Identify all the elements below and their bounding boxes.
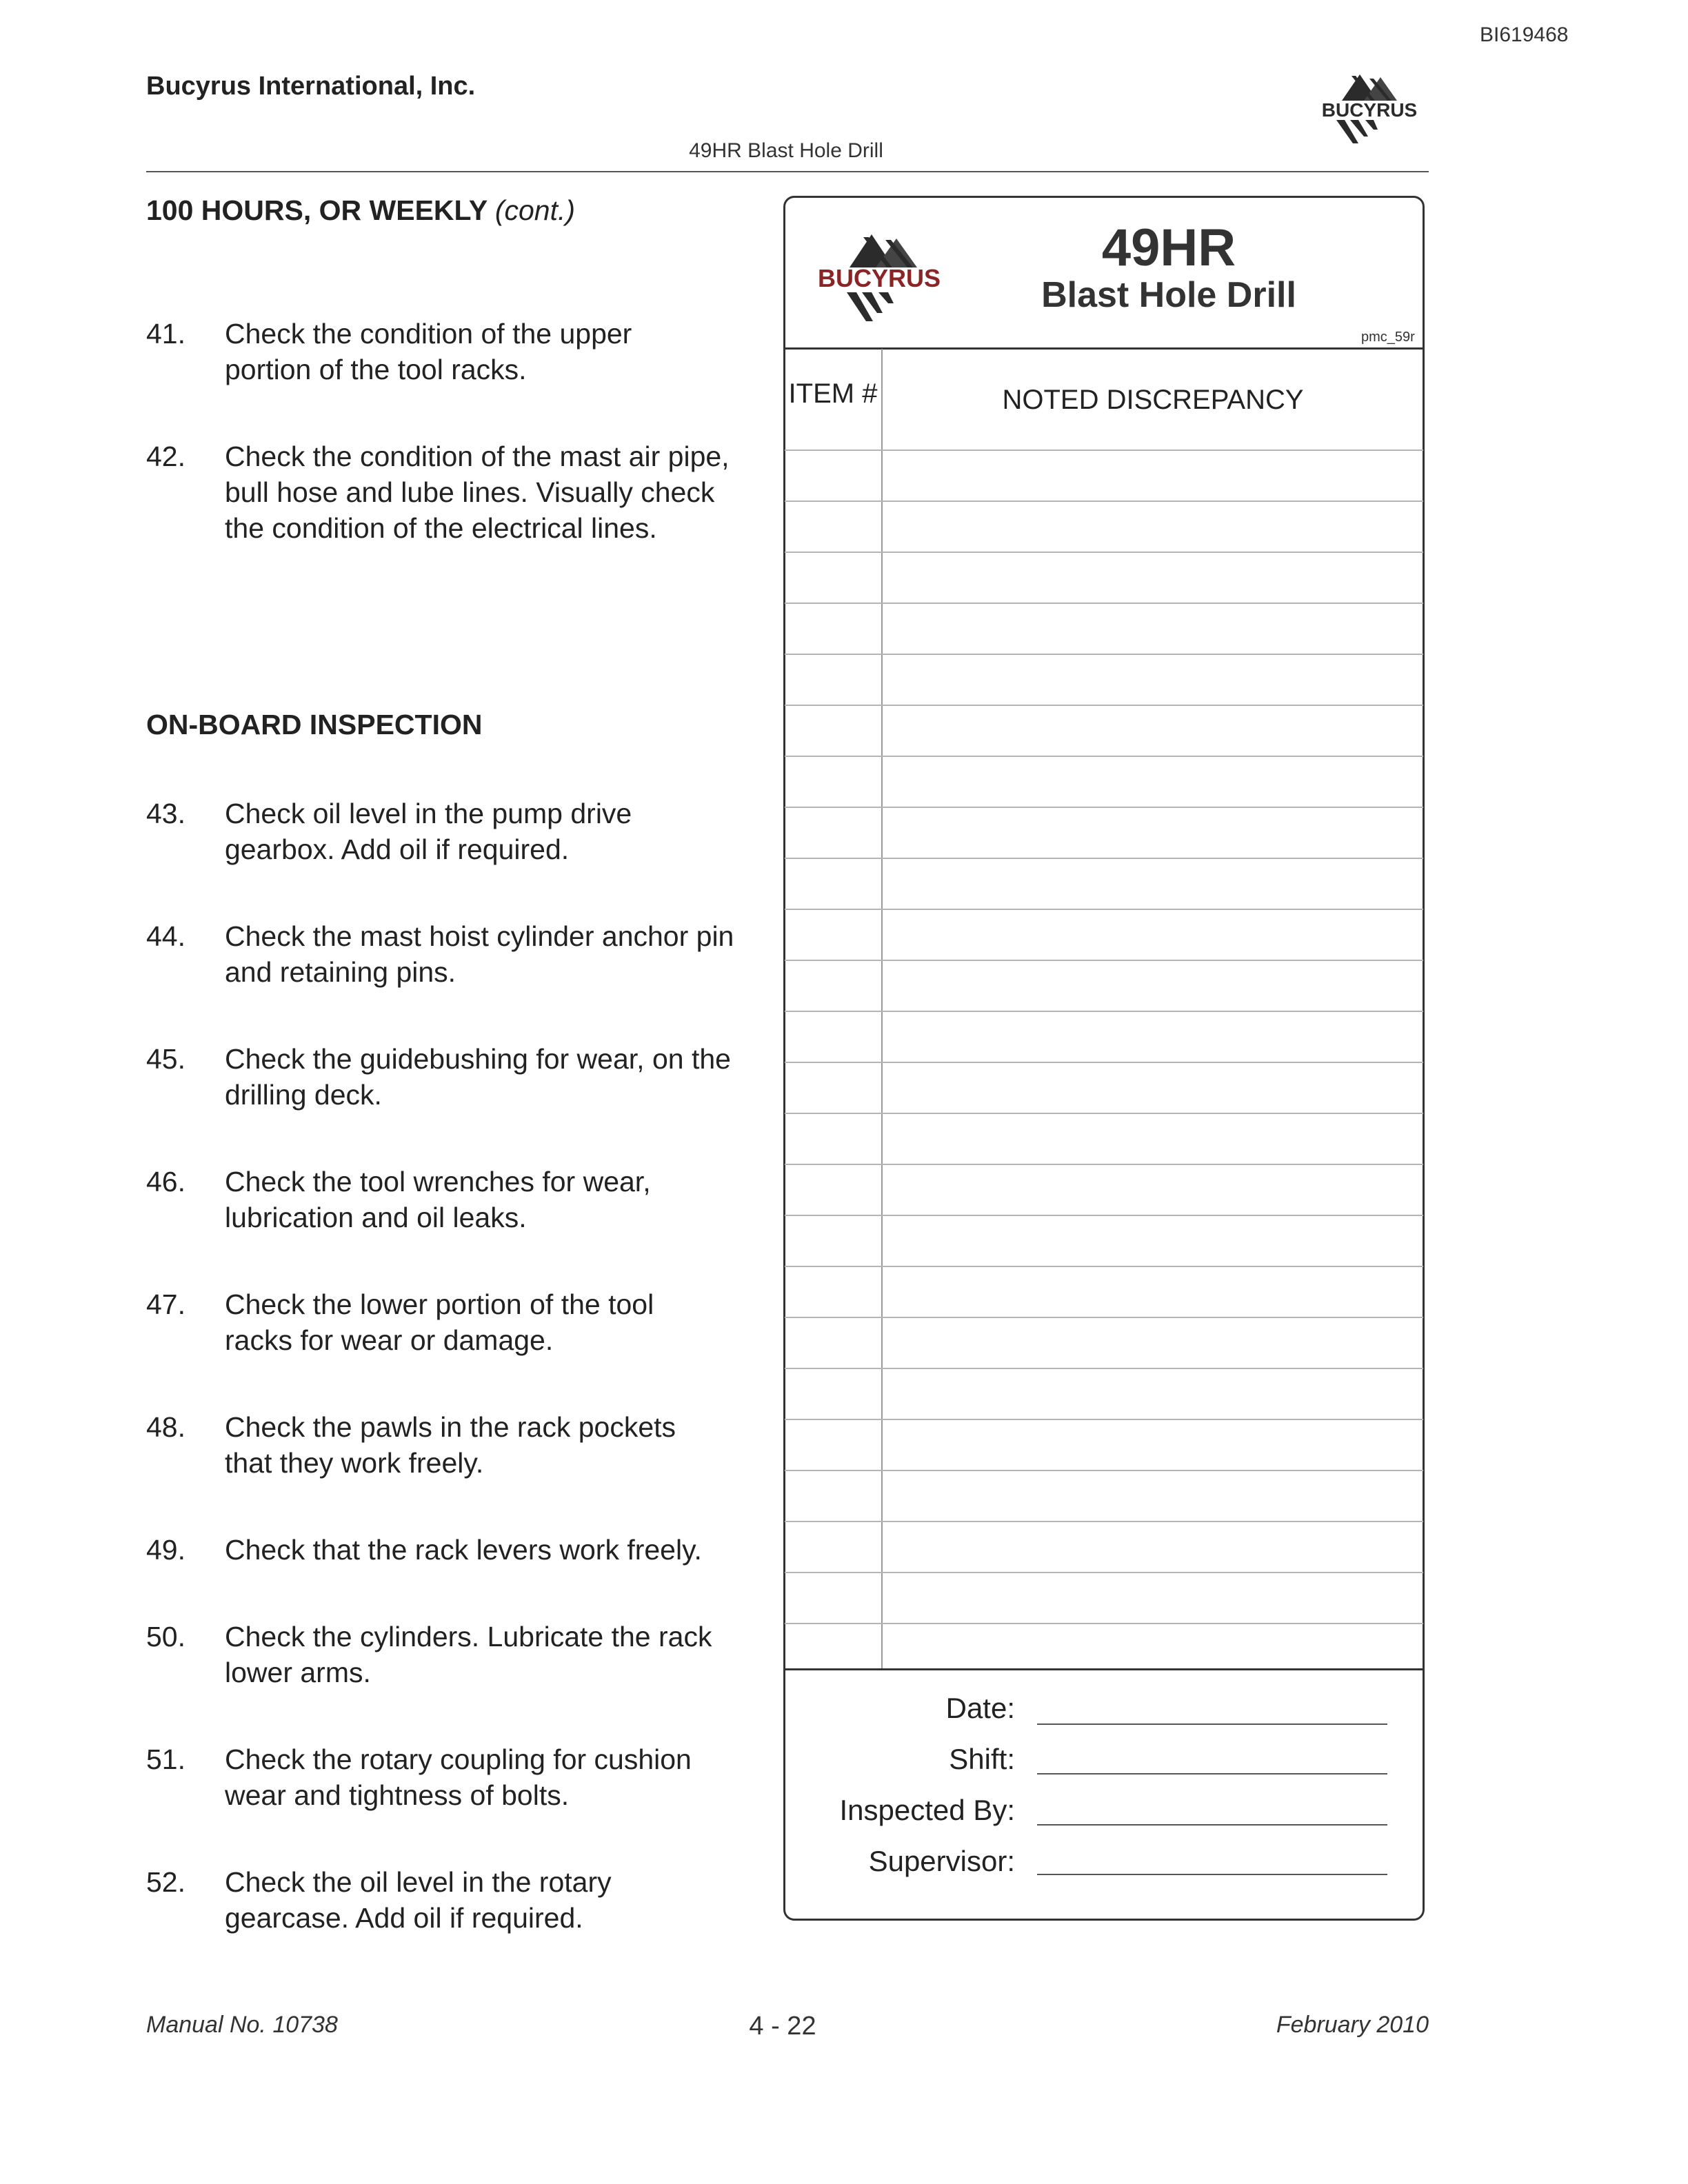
shift-field[interactable] xyxy=(1037,1773,1387,1775)
table-row-line xyxy=(785,1623,1423,1624)
item-number: 52. xyxy=(146,1866,185,1898)
svg-text:BUCYRUS: BUCYRUS xyxy=(817,264,941,292)
footer-manual-number: Manual No. 10738 xyxy=(146,2012,338,2038)
item-text: Check the condition of the mast air pipe, bull hose and lube lines. Visually check the condition of the electrical lines. xyxy=(225,441,730,544)
item-number: 44. xyxy=(146,920,185,952)
form-code: pmc_59r xyxy=(1361,330,1415,345)
item-text: Check the oil level in the rotary gearcase. Add oil if required. xyxy=(225,1866,612,1934)
footer-page-number: 4 - 22 xyxy=(749,2012,816,2041)
table-bottom-divider xyxy=(785,1668,1423,1670)
supervisor-label: Supervisor: xyxy=(868,1845,1015,1877)
checklist-item xyxy=(146,1164,746,1235)
table-row-line xyxy=(785,1572,1423,1573)
checklist-item xyxy=(146,438,746,546)
table-row-line xyxy=(785,1419,1423,1420)
item-text: Check the lower portion of the tool racks for wear or damage. xyxy=(225,1288,654,1356)
shift-label: Shift: xyxy=(949,1743,1015,1775)
table-row-line xyxy=(785,1215,1423,1216)
checklist-item xyxy=(146,1741,746,1813)
item-text: Check oil level in the pump drive gearbox. Add oil if required. xyxy=(225,798,632,865)
table-row-line xyxy=(785,1266,1423,1267)
item-number: 42. xyxy=(146,441,185,472)
form-subtitle: Blast Hole Drill xyxy=(1041,275,1296,315)
item-number: 47. xyxy=(146,1288,185,1320)
footer-date: February 2010 xyxy=(1276,2012,1429,2038)
table-row-line xyxy=(785,1521,1423,1522)
inspected-by-field[interactable] xyxy=(1037,1824,1387,1826)
checklist-item xyxy=(146,1619,746,1690)
date-label: Date: xyxy=(945,1692,1015,1724)
table-row-line xyxy=(785,909,1423,910)
item-text: Check the pawls in the rack pockets that they work freely. xyxy=(225,1411,676,1479)
checklist-item xyxy=(146,796,746,867)
section-title-suffix: (cont.) xyxy=(494,194,576,226)
item-text: Check the condition of the upper portion of the tool racks. xyxy=(225,318,632,385)
discrepancy-form-card xyxy=(783,196,1425,1921)
table-row-line xyxy=(785,552,1423,553)
supervisor-field[interactable] xyxy=(1037,1874,1387,1875)
item-text: Check the guidebushing for wear, on the drilling deck. xyxy=(225,1043,731,1111)
item-number: 51. xyxy=(146,1743,185,1775)
item-number: 49. xyxy=(146,1534,185,1566)
checklist-item xyxy=(146,1409,746,1481)
checklist-item xyxy=(146,918,746,990)
document-id: BI619468 xyxy=(1480,23,1569,46)
header-title: 49HR Blast Hole Drill xyxy=(689,139,883,162)
item-text: Check the tool wrenches for wear, lubrication and oil leaks. xyxy=(225,1166,651,1233)
item-number: 41. xyxy=(146,318,185,350)
table-row-line xyxy=(785,756,1423,757)
table-row-line xyxy=(785,1062,1423,1063)
table-row-line xyxy=(785,1470,1423,1471)
table-row-line xyxy=(785,1011,1423,1012)
item-text: Check the cylinders. Lubricate the rack lower arms. xyxy=(225,1621,712,1688)
table-row-line xyxy=(785,603,1423,604)
checklist-item xyxy=(146,1041,746,1113)
item-number: 48. xyxy=(146,1411,185,1443)
item-number: 43. xyxy=(146,798,185,829)
table-row-line xyxy=(785,1113,1423,1114)
inspected-by-label: Inspected By: xyxy=(839,1794,1015,1826)
table-row-line xyxy=(785,449,1423,451)
table-row-line xyxy=(785,1317,1423,1318)
company-name: Bucyrus International, Inc. xyxy=(146,72,476,101)
item-text: Check the mast hoist cylinder anchor pin and retaining pins. xyxy=(225,920,734,988)
table-row-line xyxy=(785,1368,1423,1369)
bucyrus-logo-icon xyxy=(804,229,954,325)
bucyrus-logo-icon xyxy=(1309,69,1430,148)
table-row-line xyxy=(785,807,1423,808)
table-row-line xyxy=(785,1164,1423,1165)
section-title-onboard: ON-BOARD INSPECTION xyxy=(146,709,483,740)
item-text: Check the rotary coupling for cushion wear and tightness of bolts. xyxy=(225,1743,692,1811)
header-divider xyxy=(146,171,1429,172)
checklist-item xyxy=(146,316,746,387)
form-header-divider xyxy=(785,347,1423,350)
item-number: 45. xyxy=(146,1043,185,1075)
checklist-item xyxy=(146,1532,746,1568)
item-text: Check that the rack levers work freely. xyxy=(225,1534,702,1566)
column-header-discrepancy: NOTED DISCREPANCY xyxy=(1002,385,1304,415)
table-row-line xyxy=(785,960,1423,961)
item-number: 46. xyxy=(146,1166,185,1197)
checklist-item xyxy=(146,1286,746,1358)
checklist-item xyxy=(146,1864,746,1936)
section-title xyxy=(146,194,575,227)
table-row-line xyxy=(785,501,1423,502)
table-row-line xyxy=(785,654,1423,655)
table-row-line xyxy=(785,705,1423,706)
section-title-text: 100 HOURS, OR WEEKLY xyxy=(146,194,488,226)
form-model-number: 49HR xyxy=(1101,219,1236,277)
svg-text:BUCYRUS: BUCYRUS xyxy=(1321,99,1418,121)
date-field[interactable] xyxy=(1037,1723,1387,1725)
column-header-item: ITEM # xyxy=(788,378,878,409)
item-number: 50. xyxy=(146,1621,185,1652)
table-row-line xyxy=(785,858,1423,859)
